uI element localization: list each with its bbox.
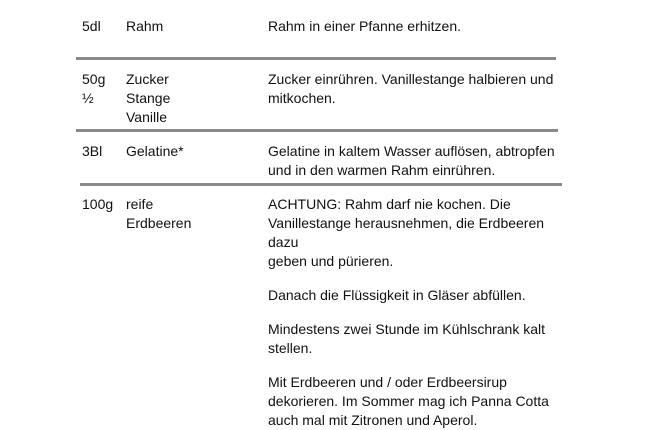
quantity-text: 50g xyxy=(82,71,106,87)
instruction-text: Gelatine in kaltem Wasser auflösen, abtropfen und in den warmen Rahm einrühren. xyxy=(268,143,555,178)
ingredient-text: Rahm xyxy=(126,18,164,34)
instruction-text: Rahm in einer Pfanne erhitzen. xyxy=(268,18,461,34)
row-divider xyxy=(76,129,558,132)
row-divider xyxy=(76,57,556,60)
ingredient-text: Gelatine* xyxy=(126,143,184,159)
instruction-text: ACHTUNG: Rahm darf nie kochen. Die Vanillestange herausnehmen, die Erdbeeren dazu geben und pürieren. xyxy=(268,196,545,269)
quantity-text: 5dl xyxy=(82,18,101,34)
instruction-text: Zucker einrühren. Vanillestange halbieren und mitkochen. xyxy=(268,71,554,106)
instruction-text: Danach die Flüssigkeit in Gläser abfüllen. xyxy=(268,287,526,303)
quantity-text: ½ xyxy=(82,90,94,106)
instruction-cell xyxy=(268,17,578,36)
instruction-cell xyxy=(268,195,578,430)
ingredient-text: Stange Vanille xyxy=(126,90,171,125)
quantity-text: 3Bl xyxy=(82,143,103,159)
ingredient-text: Zucker xyxy=(126,71,169,87)
instruction-text: Mindestens zwei Stunde im Kühlschrank kalt stellen. xyxy=(268,321,546,356)
instruction-cell xyxy=(268,142,578,180)
quantity-text: 100g xyxy=(82,196,114,212)
ingredient-text: reife Erdbeeren xyxy=(126,196,192,231)
row-divider xyxy=(80,183,562,186)
instruction-text: Mit Erdbeeren und / oder Erdbeersirup dekorieren. Im Sommer mag ich Panna Cotta auch mal mit Zitronen und Aperol. xyxy=(268,374,549,428)
instruction-cell xyxy=(268,70,578,108)
